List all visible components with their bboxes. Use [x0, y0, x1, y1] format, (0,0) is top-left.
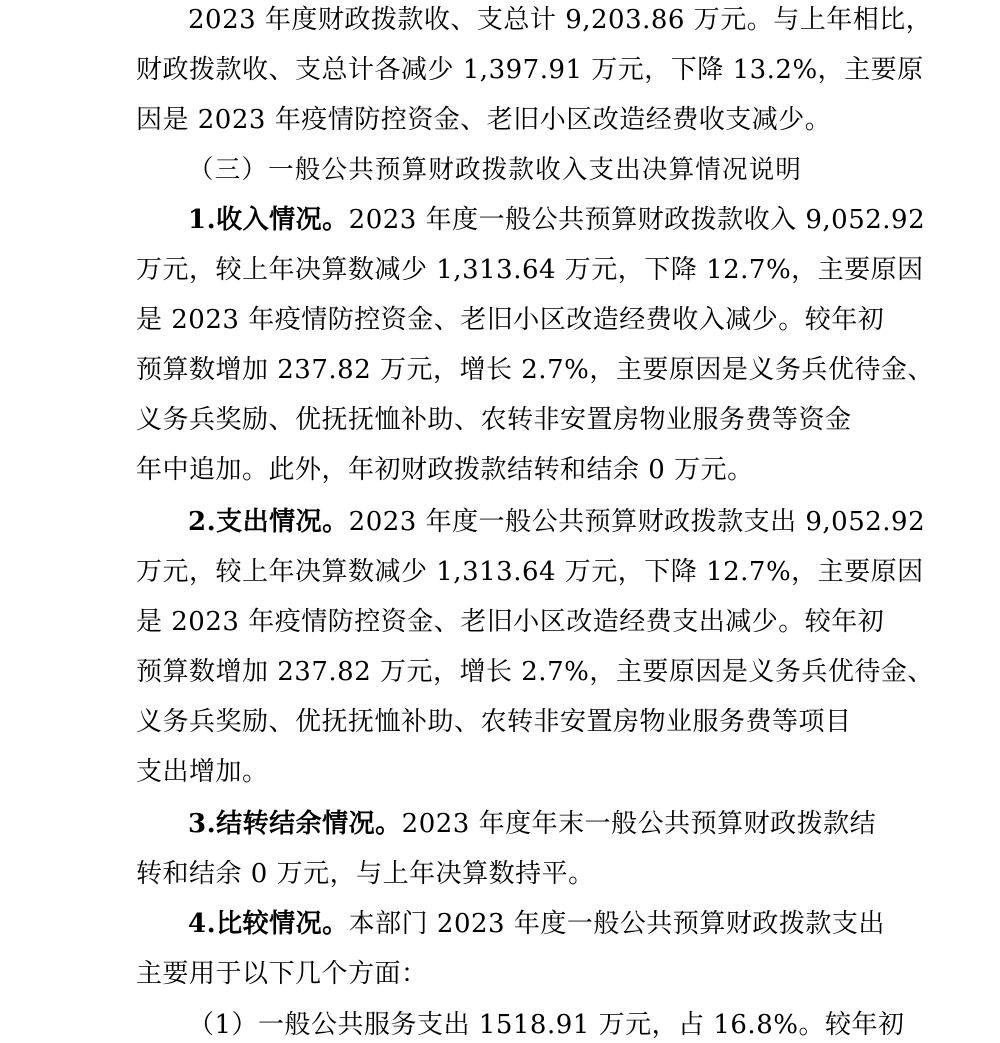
subheading-bold: 1.收入情况。: [188, 205, 349, 235]
text-line: [136, 605, 884, 639]
text-line: [188, 907, 885, 941]
text-line: [188, 505, 925, 539]
text-line: [136, 353, 934, 387]
text-line: [136, 655, 934, 689]
text-line: [136, 453, 754, 487]
line-text: 2023 年度年末一般公共预算财政拨款结: [401, 809, 877, 839]
line-text: 财政拨款收、支总计各减少 1,397.91 万元，下降 13.2%，主要原: [136, 55, 924, 85]
text-line: [136, 53, 924, 87]
line-text: 年中追加。此外，年初财政拨款结转和结余 0 万元。: [136, 455, 754, 485]
line-text: 支出增加。: [136, 757, 269, 787]
subheading-bold: 2.支出情况。: [188, 507, 349, 537]
line-text: 因是 2023 年疫情防控资金、老旧小区改造经费收支减少。: [136, 105, 832, 135]
line-text: 预算数增加 237.82 万元，增长 2.7%，主要原因是义务兵优待金、: [136, 657, 934, 687]
text-line: [188, 3, 932, 37]
text-line: [136, 403, 852, 437]
line-text: 义务兵奖励、优抚抚恤补助、农转非安置房物业服务费等资金: [136, 405, 852, 435]
line-text: 预算数增加 237.82 万元，增长 2.7%，主要原因是义务兵优待金、: [136, 355, 934, 385]
text-line: [136, 253, 924, 287]
text-line: [136, 705, 852, 739]
text-line: [188, 203, 925, 237]
line-text: 义务兵奖励、优抚抚恤补助、农转非安置房物业服务费等项目: [136, 707, 852, 737]
line-text: 本部门 2023 年度一般公共预算财政拨款支出: [348, 909, 885, 939]
line-text: （1）一般公共服务支出 1518.91 万元，占 16.8%。较年初: [188, 1010, 905, 1040]
line-text: 2023 年度一般公共预算财政拨款收入 9,052.92: [348, 205, 926, 235]
line-text: 主要用于以下几个方面：: [136, 959, 428, 989]
heading-text: （三）一般公共预算财政拨款收入支出决算情况说明: [188, 155, 803, 185]
line-text: 万元，较上年决算数减少 1,313.64 万元，下降 12.7%，主要原因: [136, 255, 924, 285]
section-heading: [188, 153, 802, 187]
text-line: [136, 303, 884, 337]
text-line: [136, 857, 595, 891]
line-text: 万元，较上年决算数减少 1,313.64 万元，下降 12.7%，主要原因: [136, 557, 924, 587]
subheading-bold: 4.比较情况。: [188, 909, 349, 939]
line-text: 2023 年度财政拨款收、支总计 9,203.86 万元。与上年相比，: [188, 5, 933, 35]
line-text: 2023 年度一般公共预算财政拨款支出 9,052.92: [348, 507, 926, 537]
line-text: 是 2023 年疫情防控资金、老旧小区改造经费支出减少。较年初: [136, 607, 885, 637]
subheading-bold: 3.结转结余情况。: [188, 809, 402, 839]
text-line: [136, 103, 831, 137]
text-line: [136, 755, 269, 789]
text-line: [188, 807, 876, 841]
line-text: 是 2023 年疫情防控资金、老旧小区改造经费收入减少。较年初: [136, 305, 885, 335]
text-line: [136, 957, 428, 991]
line-text: 转和结余 0 万元，与上年决算数持平。: [136, 859, 595, 889]
text-line: [136, 555, 924, 589]
text-line: [188, 1008, 904, 1042]
